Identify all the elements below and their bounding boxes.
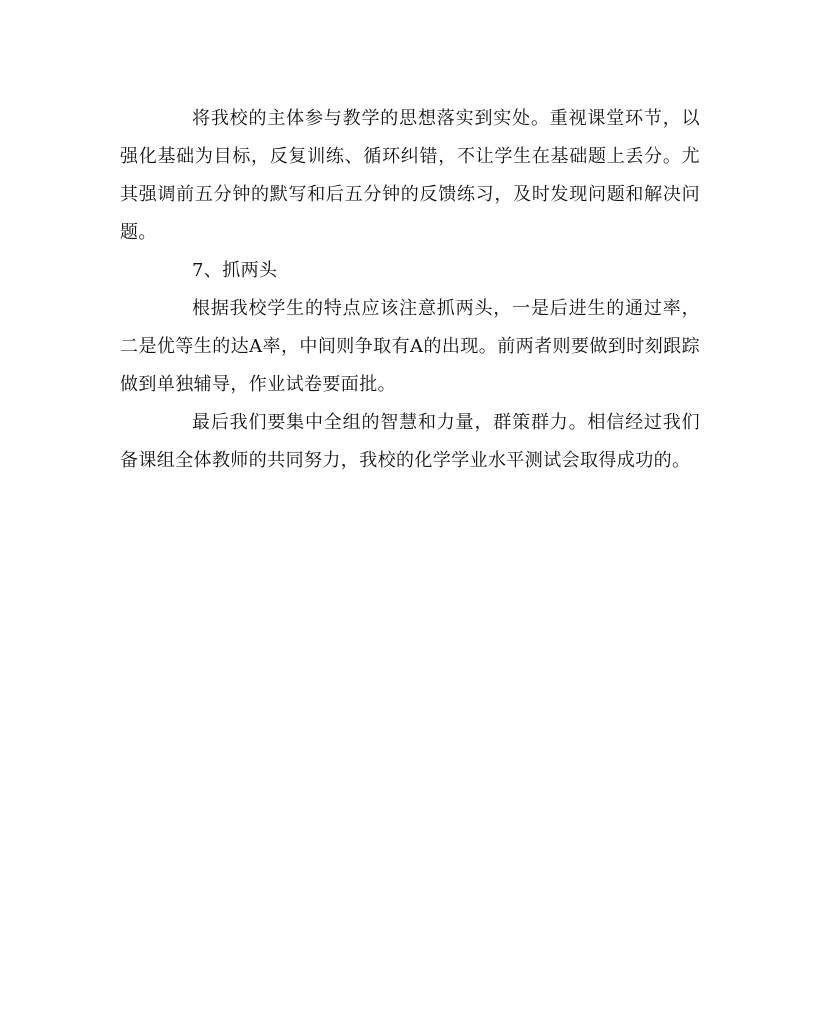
paragraph-teaching-practice: 将我校的主体参与教学的思想落实到实处。重视课堂环节，以强化基础为目标，反复训练、循环纠错，不让学生在基础题上丢分。尤其强调前五分钟的默写和后五分钟的反馈练习，及时发现问题和解决问题。 bbox=[120, 108, 700, 243]
document-body bbox=[120, 100, 700, 480]
paragraph-conclusion: 最后我们要集中全组的智慧和力量，群策群力。相信经过我们备课组全体教师的共同努力，我校的化学学业水平测试会取得成功的。 bbox=[120, 412, 700, 471]
section-heading-7: 7、抓两头 bbox=[192, 260, 278, 281]
paragraph-two-ends: 根据我校学生的特点应该注意抓两头，一是后进生的通过率，二是优等生的达A率，中间则争取有A的出现。前两者则要做到时刻跟踪做到单独辅导，作业试卷要面批。 bbox=[120, 298, 700, 395]
